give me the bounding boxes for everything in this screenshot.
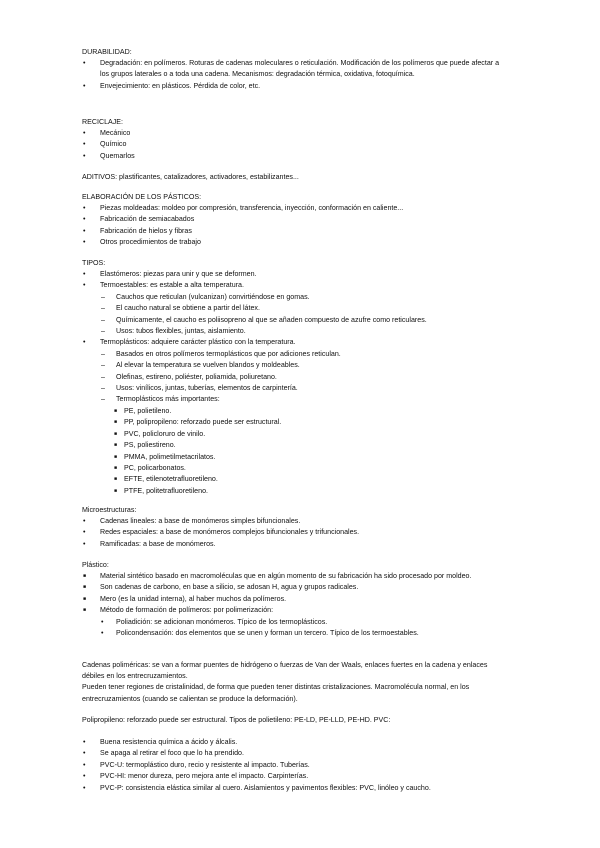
list-item: • Mecánico (82, 128, 502, 139)
sub-list-item: – El caucho natural se obtiene a partir del látex. (82, 303, 502, 314)
dash-icon: – (101, 292, 105, 301)
heading-reciclaje: RECICLAJE: (82, 118, 123, 126)
sub-list-item: – Basados en otros polímeros termoplásticos que por adiciones reticulan. (82, 349, 502, 360)
section-elaboracion (82, 192, 502, 249)
bullet-icon: • (83, 738, 86, 746)
heading-microestructuras: Microestructuras: (82, 506, 137, 514)
dash-icon: – (101, 395, 105, 404)
bullet-icon: • (83, 151, 86, 160)
section-plastico (82, 560, 502, 639)
list-item: • Buena resistencia química a ácido y álcalis. (82, 737, 502, 748)
list-pvc (82, 737, 502, 794)
sub-list-item: • Policondensación: dos elementos que se unen y forman un tercero. Típico de los termoestables. (82, 628, 502, 639)
section-aditivos (82, 172, 502, 183)
list-item: ■ Método de formación de polímeros: por polimerización: (82, 605, 502, 616)
list-elaboracion (82, 203, 502, 249)
list-item: • Piezas moldeadas: moldeo por compresión, transferencia, inyección, conformación en caliente... (82, 203, 502, 214)
bullet-icon: • (83, 204, 86, 212)
bullet-icon: • (83, 129, 86, 137)
sub-sub-list-item: ■ PP, polipropileno: reforzado puede ser estructural. (82, 417, 502, 428)
square-bullet-icon: ■ (114, 430, 118, 437)
bullet-icon: • (83, 749, 86, 758)
list-tipos (82, 269, 502, 497)
sub-list-item: • Poliadición: se adicionan monómeros. Típico de los termoplásticos. (82, 617, 502, 628)
square-bullet-icon: ■ (83, 584, 87, 591)
section-tipos (82, 258, 502, 497)
list-item: • Elastómeros: piezas para unir y que se deformen. (82, 269, 502, 280)
polipropileno-paragraph: Polipropileno: reforzado puede ser estructural. Tipos de polietileno: PE-LD, PE-LLD, PE-HD. PVC: (82, 716, 391, 724)
list-durabilidad (82, 58, 502, 92)
list-plastico (82, 571, 502, 639)
square-bullet-icon: ■ (114, 476, 118, 483)
list-item: • Termoplásticos: adquiere carácter plástico con la temperatura. (82, 337, 502, 348)
bullet-icon: • (83, 226, 86, 235)
bullet-icon: • (101, 629, 104, 638)
list-item: • PVC-HI: menor dureza, pero mejora ante el impacto. Carpinterías. (82, 771, 502, 782)
list-item: ■ Son cadenas de carbono, en base a silicio, se adosan H, agua y grupos radicales. (82, 582, 502, 593)
bullet-icon: • (83, 760, 86, 769)
list-reciclaje (82, 128, 502, 162)
list-item: • Fabricación de semiacabados (82, 214, 502, 225)
section-durabilidad (82, 47, 502, 92)
cadenas-paragraph: Cadenas poliméricas: se van a formar puentes de hidrógeno o fuerzas de Van der Waals, enlaces fuertes en la cadena y enlaces débiles en los entrecruzamientos. (82, 661, 488, 681)
list-item: • Termoestables: es estable a alta temperatura. (82, 280, 502, 291)
sub-list-item: – Olefinas, estireno, poliéster, poliamida, poliuretano. (82, 372, 502, 383)
sub-sub-list-item: ■ PTFE, politetrafluoretileno. (82, 486, 502, 497)
bullet-icon: • (83, 140, 86, 149)
square-bullet-icon: ■ (114, 407, 118, 414)
list-item: • Cadenas lineales: a base de monómeros simples bifuncionales. (82, 516, 502, 527)
list-item: • Se apaga al retirar el foco que lo ha prendido. (82, 748, 502, 759)
bullet-icon: • (83, 539, 86, 548)
bullet-icon: • (83, 270, 86, 278)
list-item: ■ Mero (es la unidad interna), al haber muchos da polímeros. (82, 594, 502, 605)
square-bullet-icon: ■ (83, 595, 87, 602)
bullet-icon: • (83, 528, 86, 537)
sub-list-item: – Usos: vinílicos, juntas, tuberías, elementos de carpintería. (82, 383, 502, 394)
sub-sub-list-item: ■ EFTE, etilenotetrafluoretileno. (82, 474, 502, 485)
section-cadenas (82, 660, 502, 705)
aditivos-text: ADITIVOS: plastificantes, catalizadores, activadores, estabilizantes... (82, 173, 299, 181)
dash-icon: – (101, 327, 105, 336)
section-polipropileno (82, 715, 502, 726)
bullet-icon: • (83, 517, 86, 525)
square-bullet-icon: ■ (114, 442, 118, 449)
bullet-icon: • (83, 783, 86, 792)
list-microestructuras (82, 516, 502, 550)
bullet-icon: • (83, 772, 86, 781)
sub-list-item: – Termoplásticos más importantes: (82, 394, 502, 405)
sub-sub-list-item: ■ PE, polietileno. (82, 406, 502, 417)
list-item: • Redes espaciales: a base de monómeros complejos bifuncionales y trifuncionales. (82, 527, 502, 538)
square-bullet-icon: ■ (83, 607, 87, 614)
dash-icon: – (101, 361, 105, 370)
bullet-icon: • (83, 281, 86, 290)
regiones-paragraph: Pueden tener regiones de cristalinidad, de forma que pueden tener distintas cristalizaciones. Macromolécula normal, en los entrecruzamientos (cuando se calientan se produce la deformación). (82, 683, 470, 703)
sub-sub-list-item: ■ PS, poliestireno. (82, 440, 502, 451)
heading-tipos: TIPOS: (82, 259, 106, 267)
sub-sub-list-item: ■ PMMA, polimetilmetacrilatos. (82, 452, 502, 463)
list-item: ■ Material sintético basado en macromoléculas que en algún momento de su fabricación ha sido procesado por moldeo. (82, 571, 502, 582)
sub-list-item: – Al elevar la temperatura se vuelven blandos y moldeables. (82, 360, 502, 371)
list-item: • Fabricación de hielos y fibras (82, 226, 502, 237)
sub-list-item: – Usos: tubos flexibles, juntas, aislamiento. (82, 326, 502, 337)
heading-elaboracion: ELABORACIÓN DE LOS PÁSTICOS: (82, 193, 202, 201)
list-item: • Químico (82, 139, 502, 150)
dash-icon: – (101, 304, 105, 313)
sub-sub-list-item: ■ PVC, policloruro de vinilo. (82, 429, 502, 440)
square-bullet-icon: ■ (114, 487, 118, 494)
bullet-icon: • (101, 617, 104, 626)
square-bullet-icon: ■ (114, 419, 118, 426)
bullet-icon: • (83, 238, 86, 247)
heading-plastico: Plástico: (82, 561, 109, 569)
section-pvc (82, 737, 502, 794)
square-bullet-icon: ■ (114, 464, 118, 471)
sub-sub-list-item: ■ PC, policarbonatos. (82, 463, 502, 474)
bullet-icon: • (83, 338, 86, 347)
dash-icon: – (101, 372, 105, 381)
bullet-icon: • (83, 215, 86, 224)
list-item: • PVC-U: termoplástico duro, recio y resistente al impacto. Tuberías. (82, 760, 502, 771)
dash-icon: – (101, 315, 105, 324)
square-bullet-icon: ■ (83, 573, 87, 579)
heading-durabilidad: DURABILIDAD: (82, 48, 132, 56)
list-item: • Otros procedimientos de trabajo (82, 237, 502, 248)
list-item: • Quemarlos (82, 151, 502, 162)
bullet-icon: • (83, 81, 86, 90)
sub-list-item: – Químicamente, el caucho es poliisopreno al que se añaden compuesto de azufre como reticulares. (82, 315, 502, 326)
bullet-icon: • (83, 59, 86, 67)
list-item: • PVC-P: consistencia elástica similar al cuero. Aislamientos y pavimentos flexibles: PVC, linóleo y caucho. (82, 783, 502, 794)
section-microestructuras (82, 505, 502, 550)
sub-list-item: – Cauchos que reticulan (vulcanizan) convirtiéndose en gomas. (82, 292, 502, 303)
square-bullet-icon: ■ (114, 453, 118, 460)
dash-icon: – (101, 349, 105, 358)
list-item: • Envejecimiento: en plásticos. Pérdida de color, etc. (82, 81, 502, 92)
section-reciclaje (82, 117, 502, 162)
list-item: • Degradación: en polímeros. Roturas de cadenas moleculares o reticulación. Modificación de los polímeros que puede afectar a los grupos laterales o a toda una cadena. Mecanismos: degradación térmica, oxidativa, fotoquímica. (83, 59, 500, 79)
list-item: • Ramificadas: a base de monómeros. (82, 539, 502, 550)
dash-icon: – (101, 384, 105, 393)
